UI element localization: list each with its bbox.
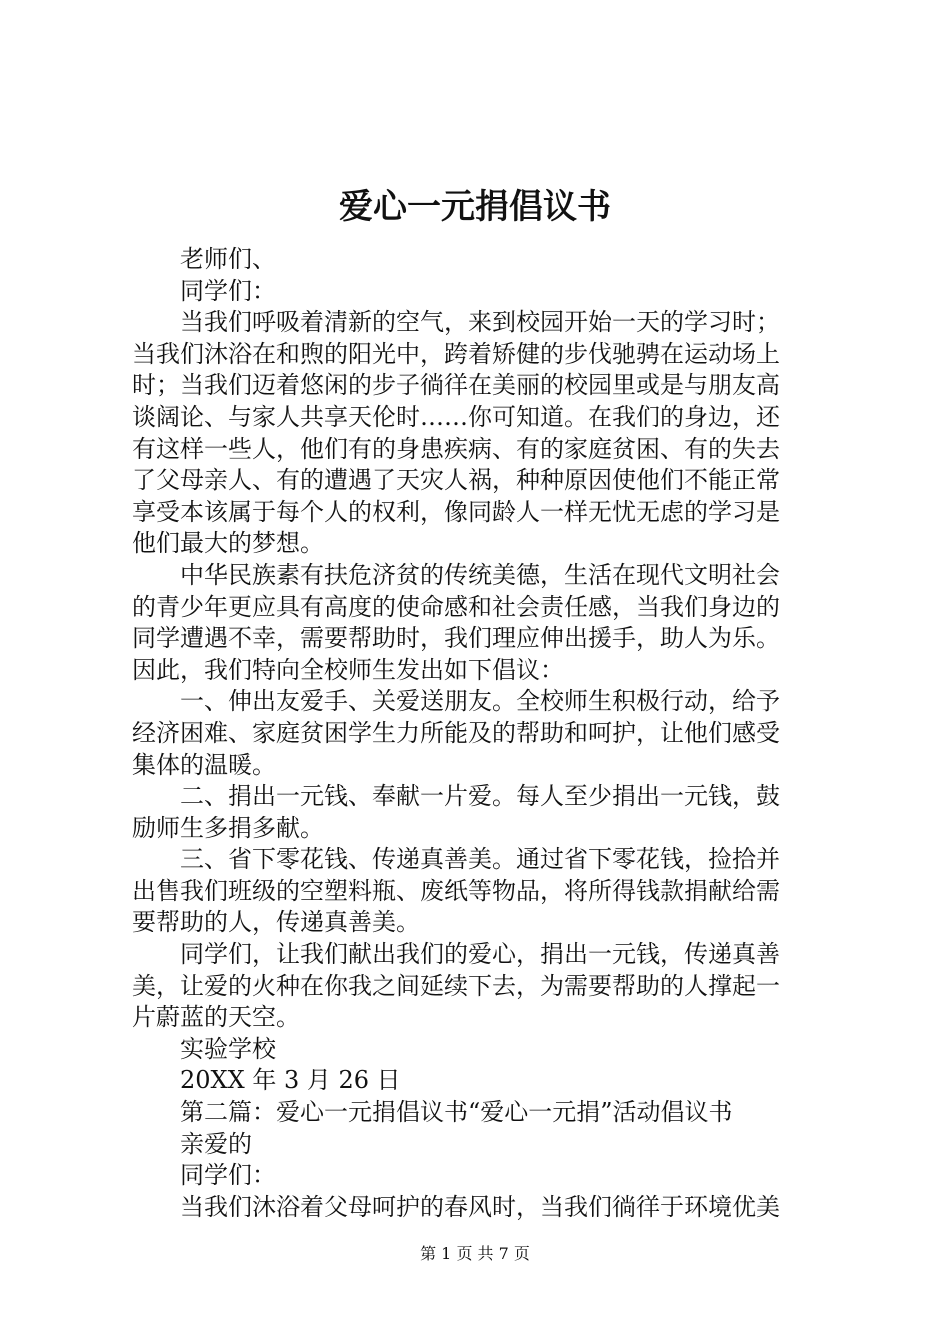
text-line: 同学们： — [180, 276, 276, 305]
text-line: 一、伸出友爱手、关爱送朋友。全校师生积极行动，给予 — [180, 687, 780, 716]
text-line: 有这样一些人，他们有的身患疾病、有的家庭贫困、有的失去 — [132, 434, 780, 463]
text-line: 要帮助的人，传递真善美。 — [132, 908, 420, 937]
text-line: 二、捐出一元钱、奉献一片爱。每人至少捐出一元钱，鼓 — [180, 782, 780, 811]
text-line: 实验学校 — [180, 1034, 276, 1063]
text-line: 当我们呼吸着清新的空气，来到校园开始一天的学习时； — [180, 308, 780, 337]
text-line: 了父母亲人、有的遭遇了天灾人祸，种种原因使他们不能正常 — [132, 466, 780, 495]
text-line: 的青少年更应具有高度的使命感和社会责任感，当我们身边的 — [132, 592, 780, 621]
text-line: 享受本该属于每个人的权利，像同龄人一样无忧无虑的学习是 — [132, 497, 780, 526]
text-line: 他们最大的梦想。 — [132, 529, 324, 558]
text-line: 谈阔论、与家人共享天伦时……你可知道。在我们的身边，还 — [132, 402, 780, 431]
text-line: 同学们，让我们献出我们的爱心，捐出一元钱，传递真善 — [180, 940, 780, 969]
text-line: 三、省下零花钱、传递真善美。通过省下零花钱，捡拾并 — [180, 845, 780, 874]
text-line: 片蔚蓝的天空。 — [132, 1003, 300, 1032]
text-line: 当我们沐浴着父母呵护的春风时，当我们徜徉于环境优美 — [180, 1192, 780, 1221]
text-line: 第二篇：爱心一元捐倡议书“爱心一元捐”活动倡议书 — [180, 1098, 733, 1127]
text-line: 励师生多捐多献。 — [132, 813, 324, 842]
text-line: 出售我们班级的空塑料瓶、废纸等物品，将所得钱款捐献给需 — [132, 876, 780, 905]
text-line: 中华民族素有扶危济贫的传统美德，生活在现代文明社会 — [180, 560, 780, 589]
text-line: 同学遭遇不幸，需要帮助时，我们理应伸出援手，助人为乐。 — [132, 624, 780, 653]
page-footer: 第 1 页 共 7 页 — [420, 1244, 530, 1263]
text-line: 因此，我们特向全校师生发出如下倡议： — [132, 655, 564, 684]
text-line: 经济困难、家庭贫困学生力所能及的帮助和呵护，让他们感受 — [132, 718, 780, 747]
text-line: 美，让爱的火种在你我之间延续下去，为需要帮助的人撑起一 — [132, 971, 780, 1000]
text-line: 老师们、 — [180, 245, 276, 273]
document-title: 爱心一元捐倡议书 — [339, 187, 611, 227]
text-line: 同学们： — [180, 1161, 276, 1190]
text-line: 时；当我们迈着悠闲的步子徜徉在美丽的校园里或是与朋友高 — [132, 371, 780, 400]
text-line: 当我们沐浴在和煦的阳光中，跨着矫健的步伐驰骋在运动场上 — [132, 339, 780, 368]
text-line: 亲爱的 — [180, 1129, 252, 1158]
text-line: 20XX 年 3 月 26 日 — [180, 1066, 401, 1095]
text-line: 集体的温暖。 — [132, 750, 276, 779]
document-body — [132, 244, 832, 1223]
